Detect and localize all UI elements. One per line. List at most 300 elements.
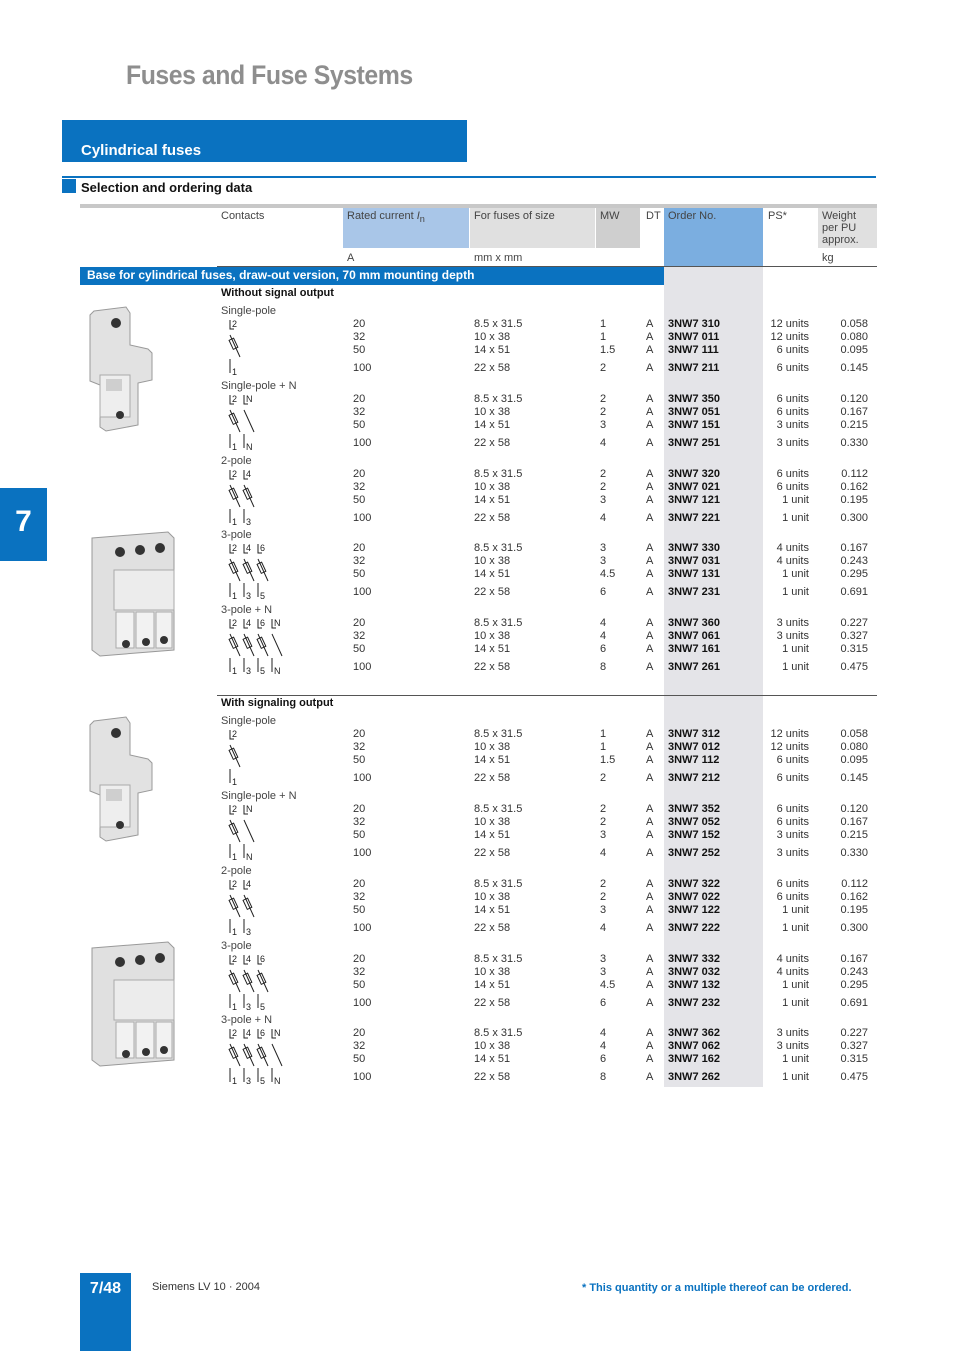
fuse-size-cell: 14 x 51 [474, 829, 511, 841]
pole-label: 2 [232, 543, 238, 553]
ps-cell: 1 unit [782, 494, 809, 506]
weight-cell: 0.327 [840, 630, 868, 642]
mw-cell: 4 [600, 630, 607, 642]
weight-cell: 0.215 [840, 829, 868, 841]
rated-current-cell: 50 [353, 568, 366, 580]
ps-cell: 1 unit [782, 1071, 809, 1083]
dt-cell: A [646, 494, 654, 506]
weight-cell: 0.095 [840, 754, 868, 766]
table-row [0, 481, 954, 495]
weight-cell: 0.327 [840, 1040, 868, 1052]
footer-publication: Siemens LV 10 · 2004 [152, 1281, 261, 1293]
pole-label: 2 [232, 954, 238, 964]
weight-cell: 0.315 [840, 1053, 868, 1065]
mw-cell: 2 [600, 891, 607, 903]
order-no-cell: 3NW7 061 [668, 630, 720, 642]
table-row [0, 878, 954, 892]
ps-cell: 3 units [776, 1040, 809, 1052]
mw-cell: 1 [600, 318, 607, 330]
weight-cell: 0.080 [840, 741, 868, 753]
section-rule [62, 176, 876, 178]
order-no-cell: 3NW7 352 [668, 803, 720, 815]
rated-current-cell: 100 [353, 512, 372, 524]
dt-cell: A [646, 542, 654, 554]
category-label: 3-pole [221, 529, 252, 541]
category-label: Single-pole [221, 715, 277, 727]
header-fuse-size: For fuses of size [470, 208, 595, 248]
section-title: Cylindrical fuses [81, 142, 202, 159]
fuse-size-cell: 14 x 51 [474, 494, 511, 506]
header-mw: MW [596, 208, 640, 248]
pole-label: 6 [260, 1028, 266, 1038]
rated-current-cell: 32 [353, 966, 366, 978]
ps-cell: 3 units [776, 617, 809, 629]
terminal-label: 1 [232, 591, 238, 601]
terminal-label: 1 [232, 1002, 238, 1012]
rated-current-cell: 20 [353, 542, 366, 554]
ps-cell: 6 units [776, 754, 809, 766]
ps-cell: 1 unit [782, 1053, 809, 1065]
chapter-number: 7 [15, 505, 32, 538]
dt-cell: A [646, 481, 654, 493]
category-label: Single-pole + N [221, 790, 297, 802]
order-no-cell: 3NW7 350 [668, 393, 720, 405]
fuse-size-cell: 14 x 51 [474, 419, 511, 431]
mw-cell: 4 [600, 437, 607, 449]
mw-cell: 3 [600, 494, 607, 506]
pole-label: 4 [246, 1028, 252, 1038]
rated-current-cell: 100 [353, 922, 372, 934]
order-no-cell: 3NW7 112 [668, 754, 720, 766]
fuse-size-cell: 8.5 x 31.5 [474, 878, 523, 890]
fuse-size-cell: 8.5 x 31.5 [474, 1027, 523, 1039]
dt-cell: A [646, 922, 654, 934]
weight-cell: 0.120 [840, 803, 868, 815]
weight-cell: 0.145 [840, 362, 868, 374]
header-weight: Weight per PU approx. [818, 208, 877, 248]
terminal-label: 3 [246, 517, 252, 527]
pole-label: N [274, 1028, 281, 1038]
rated-current-cell: 20 [353, 1027, 366, 1039]
pole-label: 2 [232, 804, 238, 814]
mw-cell: 2 [600, 481, 607, 493]
rated-current-cell: 32 [353, 555, 366, 567]
terminal-label: 1 [232, 367, 238, 377]
pole-label: 2 [232, 394, 238, 404]
rated-current-cell: 100 [353, 661, 372, 673]
rated-current-cell: 100 [353, 362, 372, 374]
rated-current-cell: 50 [353, 344, 366, 356]
ps-cell: 6 units [776, 891, 809, 903]
mw-cell: 1.5 [600, 754, 616, 766]
dt-cell: A [646, 468, 654, 480]
weight-cell: 0.162 [840, 891, 868, 903]
weight-cell: 0.300 [840, 512, 868, 524]
category-label: 2-pole [221, 455, 252, 467]
category-label: 2-pole [221, 865, 252, 877]
dt-cell: A [646, 741, 654, 753]
mw-cell: 2 [600, 803, 607, 815]
mw-cell: 8 [600, 1071, 607, 1083]
ps-cell: 12 units [770, 318, 809, 330]
rated-current-cell: 20 [353, 318, 366, 330]
mw-cell: 2 [600, 393, 607, 405]
weight-cell: 0.095 [840, 344, 868, 356]
rated-current-cell: 20 [353, 953, 366, 965]
terminal-label: 1 [232, 517, 238, 527]
ps-cell: 6 units [776, 816, 809, 828]
rated-current-cell: 50 [353, 979, 366, 991]
weight-cell: 0.330 [840, 437, 868, 449]
fuse-size-cell: 10 x 38 [474, 1040, 511, 1052]
pole-label: 4 [246, 543, 252, 553]
ps-cell: 6 units [776, 362, 809, 374]
table-row [0, 661, 954, 675]
ps-cell: 3 units [776, 437, 809, 449]
mw-cell: 3 [600, 953, 607, 965]
rated-current-cell: 50 [353, 904, 366, 916]
ps-cell: 6 units [776, 406, 809, 418]
pole-label: 4 [246, 954, 252, 964]
terminal-label: 1 [232, 927, 238, 937]
weight-cell: 0.227 [840, 1027, 868, 1039]
order-no-cell: 3NW7 231 [668, 586, 720, 598]
fuse-size-cell: 22 x 58 [474, 997, 511, 1009]
mw-cell: 4.5 [600, 979, 616, 991]
table-row [0, 468, 954, 482]
weight-cell: 0.215 [840, 419, 868, 431]
page-number: 7/48 [89, 1280, 122, 1297]
fuse-size-cell: 10 x 38 [474, 481, 511, 493]
mw-cell: 3 [600, 555, 607, 567]
terminal-label: 1 [232, 1076, 238, 1086]
rated-current-cell: 32 [353, 481, 366, 493]
terminal-label: 1 [232, 777, 238, 787]
pole-label: 2 [232, 319, 238, 329]
mw-cell: 2 [600, 878, 607, 890]
unit-weight: kg [822, 252, 834, 264]
header-rated-symbol: I [416, 210, 420, 222]
terminal-label: 5 [260, 1002, 266, 1012]
order-no-cell: 3NW7 360 [668, 617, 720, 629]
table-row [0, 437, 954, 451]
rated-current-cell: 32 [353, 331, 366, 343]
mw-cell: 1 [600, 728, 607, 740]
ps-cell: 1 unit [782, 979, 809, 991]
mw-cell: 1.5 [600, 344, 616, 356]
mw-cell: 4 [600, 1040, 607, 1052]
mw-cell: 2 [600, 772, 607, 784]
dt-cell: A [646, 568, 654, 580]
weight-cell: 0.058 [840, 318, 868, 330]
order-no-cell: 3NW7 011 [668, 331, 720, 343]
ps-cell: 1 unit [782, 512, 809, 524]
mw-cell: 4.5 [600, 568, 616, 580]
page-title: Fuses and Fuse Systems [126, 60, 413, 90]
rated-current-cell: 100 [353, 847, 372, 859]
order-no-cell: 3NW7 132 [668, 979, 720, 991]
fuse-size-cell: 8.5 x 31.5 [474, 728, 523, 740]
ps-cell: 6 units [776, 468, 809, 480]
fuse-size-cell: 14 x 51 [474, 979, 511, 991]
table-row [0, 512, 954, 526]
fuse-size-cell: 8.5 x 31.5 [474, 953, 523, 965]
order-no-cell: 3NW7 122 [668, 904, 720, 916]
mw-cell: 3 [600, 829, 607, 841]
weight-cell: 0.167 [840, 816, 868, 828]
rated-current-cell: 32 [353, 406, 366, 418]
terminal-label: N [246, 442, 253, 452]
fuse-size-cell: 22 x 58 [474, 661, 511, 673]
dt-cell: A [646, 1040, 654, 1052]
subsection-marker [62, 179, 76, 193]
dt-cell: A [646, 586, 654, 598]
rated-current-cell: 20 [353, 468, 366, 480]
pole-label: 2 [232, 879, 238, 889]
mw-cell: 2 [600, 362, 607, 374]
fuse-size-cell: 14 x 51 [474, 754, 511, 766]
pole-label: 4 [246, 469, 252, 479]
ps-cell: 6 units [776, 393, 809, 405]
fuse-size-cell: 22 x 58 [474, 847, 511, 859]
mw-cell: 6 [600, 643, 607, 655]
terminal-label: 1 [232, 852, 238, 862]
fuse-size-cell: 8.5 x 31.5 [474, 803, 523, 815]
fuse-size-cell: 10 x 38 [474, 331, 511, 343]
ps-cell: 6 units [776, 772, 809, 784]
ps-cell: 3 units [776, 847, 809, 859]
weight-cell: 0.315 [840, 643, 868, 655]
order-no-cell: 3NW7 121 [668, 494, 720, 506]
weight-cell: 0.243 [840, 966, 868, 978]
fuse-size-cell: 10 x 38 [474, 816, 511, 828]
weight-cell: 0.330 [840, 847, 868, 859]
order-no-cell: 3NW7 221 [668, 512, 720, 524]
header-ps: PS* [768, 210, 787, 222]
ps-cell: 4 units [776, 555, 809, 567]
mw-cell: 1 [600, 331, 607, 343]
pole-label: 2 [232, 618, 238, 628]
order-no-cell: 3NW7 251 [668, 437, 720, 449]
rated-current-cell: 32 [353, 630, 366, 642]
ps-cell: 1 unit [782, 586, 809, 598]
weight-cell: 0.295 [840, 568, 868, 580]
weight-cell: 0.112 [841, 878, 868, 890]
mw-cell: 2 [600, 406, 607, 418]
weight-cell: 0.145 [840, 772, 868, 784]
dt-cell: A [646, 617, 654, 629]
fuse-size-cell: 8.5 x 31.5 [474, 393, 523, 405]
pole-label: N [246, 804, 253, 814]
order-no-cell: 3NW7 151 [668, 419, 720, 431]
weight-cell: 0.120 [840, 393, 868, 405]
weight-cell: 0.475 [840, 1071, 868, 1083]
terminal-label: 3 [246, 591, 252, 601]
dt-cell: A [646, 331, 654, 343]
rated-current-cell: 20 [353, 393, 366, 405]
band-title: Base for cylindrical fuses, draw-out version, 70 mm mounting depth [87, 268, 475, 282]
group-divider [217, 695, 877, 696]
order-no-cell: 3NW7 021 [668, 481, 720, 493]
weight-cell: 0.058 [840, 728, 868, 740]
ps-cell: 1 unit [782, 997, 809, 1009]
dt-cell: A [646, 829, 654, 841]
fuse-size-cell: 22 x 58 [474, 586, 511, 598]
dt-cell: A [646, 512, 654, 524]
mw-cell: 4 [600, 512, 607, 524]
dt-cell: A [646, 891, 654, 903]
ps-cell: 1 unit [782, 643, 809, 655]
weight-cell: 0.195 [840, 904, 868, 916]
ps-cell: 3 units [776, 1027, 809, 1039]
rated-current-cell: 20 [353, 617, 366, 629]
ps-cell: 6 units [776, 878, 809, 890]
order-no-cell: 3NW7 211 [668, 362, 720, 374]
ps-cell: 3 units [776, 630, 809, 642]
category-label: 3-pole + N [221, 604, 273, 616]
mw-cell: 8 [600, 661, 607, 673]
terminal-label: 3 [246, 1076, 252, 1086]
pole-label: N [246, 394, 253, 404]
order-no-cell: 3NW7 222 [668, 922, 720, 934]
fuse-size-cell: 22 x 58 [474, 922, 511, 934]
mw-cell: 3 [600, 966, 607, 978]
fuse-size-cell: 22 x 58 [474, 772, 511, 784]
fuse-size-cell: 14 x 51 [474, 568, 511, 580]
ps-cell: 1 unit [782, 922, 809, 934]
ps-cell: 12 units [770, 741, 809, 753]
order-no-cell: 3NW7 332 [668, 953, 720, 965]
three-pole-signal-base-image [86, 940, 181, 1068]
dt-cell: A [646, 979, 654, 991]
order-no-cell: 3NW7 232 [668, 997, 720, 1009]
fuse-size-cell: 8.5 x 31.5 [474, 468, 523, 480]
terminal-label: 5 [260, 1076, 266, 1086]
table-row [0, 922, 954, 936]
table-row [0, 1071, 954, 1085]
fuse-size-cell: 8.5 x 31.5 [474, 542, 523, 554]
terminal-label: 5 [260, 666, 266, 676]
terminal-label: N [246, 852, 253, 862]
weight-cell: 0.195 [840, 494, 868, 506]
order-no-cell: 3NW7 051 [668, 406, 720, 418]
subsection-title: Selection and ordering data [81, 180, 253, 195]
mw-cell: 3 [600, 419, 607, 431]
mw-cell: 4 [600, 1027, 607, 1039]
terminal-label: 3 [246, 1002, 252, 1012]
fuse-size-cell: 22 x 58 [474, 437, 511, 449]
order-no-cell: 3NW7 252 [668, 847, 720, 859]
dt-cell: A [646, 816, 654, 828]
order-no-cell: 3NW7 330 [668, 542, 720, 554]
weight-cell: 0.475 [840, 661, 868, 673]
dt-cell: A [646, 1053, 654, 1065]
mw-cell: 2 [600, 468, 607, 480]
group-title: With signaling output [221, 697, 334, 709]
single-pole-base-image [86, 305, 156, 435]
single-pole-signal-base-image [86, 715, 156, 845]
mw-cell: 3 [600, 904, 607, 916]
rated-current-cell: 32 [353, 741, 366, 753]
ps-cell: 3 units [776, 829, 809, 841]
footer-note: * This quantity or a multiple thereof can be ordered. [582, 1282, 852, 1294]
terminal-label: N [274, 666, 281, 676]
fuse-size-cell: 14 x 51 [474, 1053, 511, 1065]
mw-cell: 6 [600, 1053, 607, 1065]
category-label: Single-pole [221, 305, 277, 317]
fuse-size-cell: 10 x 38 [474, 406, 511, 418]
header-rated-current [343, 208, 469, 248]
pole-label: 4 [246, 879, 252, 889]
order-no-cell: 3NW7 312 [668, 728, 720, 740]
dt-cell: A [646, 406, 654, 418]
rated-current-cell: 50 [353, 494, 366, 506]
order-no-cell: 3NW7 031 [668, 555, 720, 567]
header-rated-sub: n [419, 214, 425, 225]
pole-label: 6 [260, 618, 266, 628]
category-label: 3-pole + N [221, 1014, 273, 1026]
dt-cell: A [646, 997, 654, 1009]
table-row [0, 494, 954, 508]
order-no-cell: 3NW7 062 [668, 1040, 720, 1052]
weight-cell: 0.300 [840, 922, 868, 934]
mw-cell: 4 [600, 922, 607, 934]
fuse-size-cell: 8.5 x 31.5 [474, 318, 523, 330]
ps-cell: 1 unit [782, 904, 809, 916]
mw-cell: 4 [600, 617, 607, 629]
ps-cell: 12 units [770, 331, 809, 343]
rated-current-cell: 100 [353, 586, 372, 598]
pole-label: 2 [232, 1028, 238, 1038]
mw-cell: 3 [600, 542, 607, 554]
dt-cell: A [646, 966, 654, 978]
terminal-label: 3 [246, 666, 252, 676]
fuse-size-cell: 10 x 38 [474, 555, 511, 567]
rated-current-cell: 20 [353, 878, 366, 890]
order-no-cell: 3NW7 052 [668, 816, 720, 828]
dt-cell: A [646, 393, 654, 405]
dt-cell: A [646, 555, 654, 567]
dt-cell: A [646, 878, 654, 890]
mw-cell: 1 [600, 741, 607, 753]
dt-cell: A [646, 1027, 654, 1039]
ps-cell: 6 units [776, 344, 809, 356]
ps-cell: 1 unit [782, 661, 809, 673]
fuse-size-cell: 22 x 58 [474, 512, 511, 524]
fuse-size-cell: 10 x 38 [474, 891, 511, 903]
dt-cell: A [646, 754, 654, 766]
dt-cell: A [646, 847, 654, 859]
weight-cell: 0.227 [840, 617, 868, 629]
header-contacts: Contacts [221, 210, 265, 222]
mw-cell: 2 [600, 816, 607, 828]
weight-cell: 0.162 [840, 481, 868, 493]
terminal-label: 1 [232, 666, 238, 676]
ps-cell: 4 units [776, 953, 809, 965]
ps-cell: 6 units [776, 803, 809, 815]
weight-cell: 0.691 [840, 586, 868, 598]
ps-cell: 1 unit [782, 568, 809, 580]
fuse-size-cell: 8.5 x 31.5 [474, 617, 523, 629]
fuse-size-cell: 22 x 58 [474, 1071, 511, 1083]
dt-cell: A [646, 953, 654, 965]
fuse-size-cell: 10 x 38 [474, 741, 511, 753]
header-dt: DT [646, 210, 661, 222]
category-label: Single-pole + N [221, 380, 297, 392]
ps-cell: 3 units [776, 419, 809, 431]
weight-cell: 0.112 [841, 468, 868, 480]
pole-label: 6 [260, 543, 266, 553]
